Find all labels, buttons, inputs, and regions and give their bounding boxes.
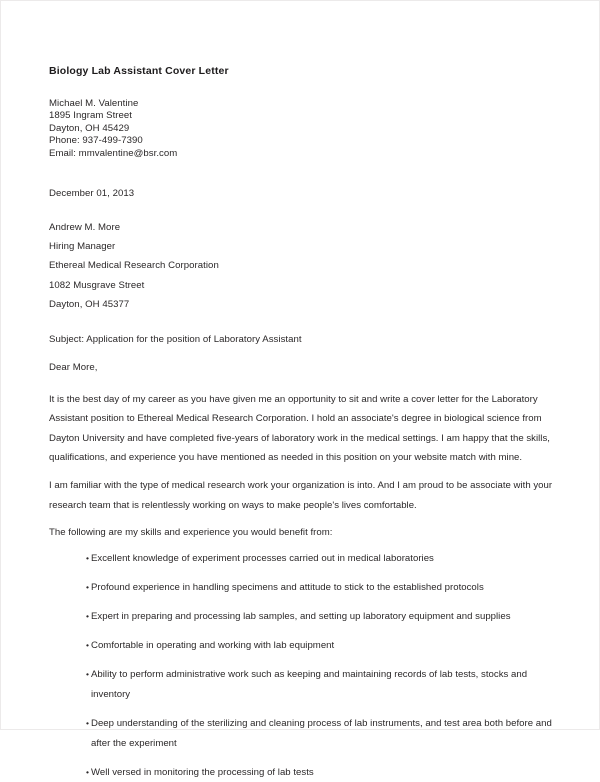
subject-line: Subject: Application for the position of Laboratory Assistant	[49, 334, 302, 346]
recipient-address-block	[49, 218, 555, 314]
page-title: Biology Lab Assistant Cover Letter	[49, 65, 229, 77]
sender-address-block	[49, 98, 555, 161]
list-item: • Comfortable in operating and working with lab equipment	[86, 636, 555, 656]
list-item: • Profound experience in handling specimens and attitude to stick to the established protocols	[86, 578, 555, 598]
sender-city-state-zip: Dayton, OH 45429	[49, 122, 130, 134]
sender-name: Michael M. Valentine	[49, 97, 139, 109]
list-item: • Well versed in monitoring the processing of lab tests	[86, 763, 555, 782]
list-item: • Deep understanding of the sterilizing and cleaning process of lab instruments, and test area both before and after the experiment	[86, 714, 555, 753]
sender-street: 1895 Ingram Street	[49, 110, 133, 122]
sender-phone: Phone: 937-499-7390	[49, 135, 143, 147]
body-paragraph-2: I am familiar with the type of medical research work your organization is into. And I am proud to be associate with your research team that is relentlessly working on ways to make people's lives comfortable.	[49, 480, 553, 511]
list-item: • Excellent knowledge of experiment processes carried out in medical laboratories	[86, 549, 555, 569]
recipient-company: Ethereal Medical Research Corporation	[49, 260, 219, 272]
list-item: • Expert in preparing and processing lab samples, and setting up laboratory equipment and supplies	[86, 607, 555, 627]
sender-email: Email: mmvalentine@bsr.com	[49, 148, 178, 160]
skills-intro-line: The following are my skills and experience you would benefit from:	[49, 527, 333, 539]
recipient-name: Andrew M. More	[49, 221, 121, 233]
recipient-street: 1082 Musgrave Street	[49, 279, 145, 291]
letter-date: December 01, 2013	[49, 187, 135, 199]
salutation: Dear More,	[49, 362, 98, 374]
body-paragraph-1: It is the best day of my career as you have given me an opportunity to sit and write a cover letter for the Laboratory Assistant position to Ethereal Medical Research Corporation. I hold an associate's degree in biological science from Dayton University and have completed five-years of laboratory work in the medical settings. I am happy that the skills, qualifications, and experience you have mentioned as needed in this position on your website match with mine.	[49, 393, 550, 464]
recipient-job-title: Hiring Manager	[49, 240, 116, 252]
skills-list	[49, 549, 555, 782]
list-item: • Ability to perform administrative work such as keeping and maintaining records of lab tests, stocks and inventory	[86, 665, 555, 704]
recipient-city-state-zip: Dayton, OH 45377	[49, 298, 130, 310]
